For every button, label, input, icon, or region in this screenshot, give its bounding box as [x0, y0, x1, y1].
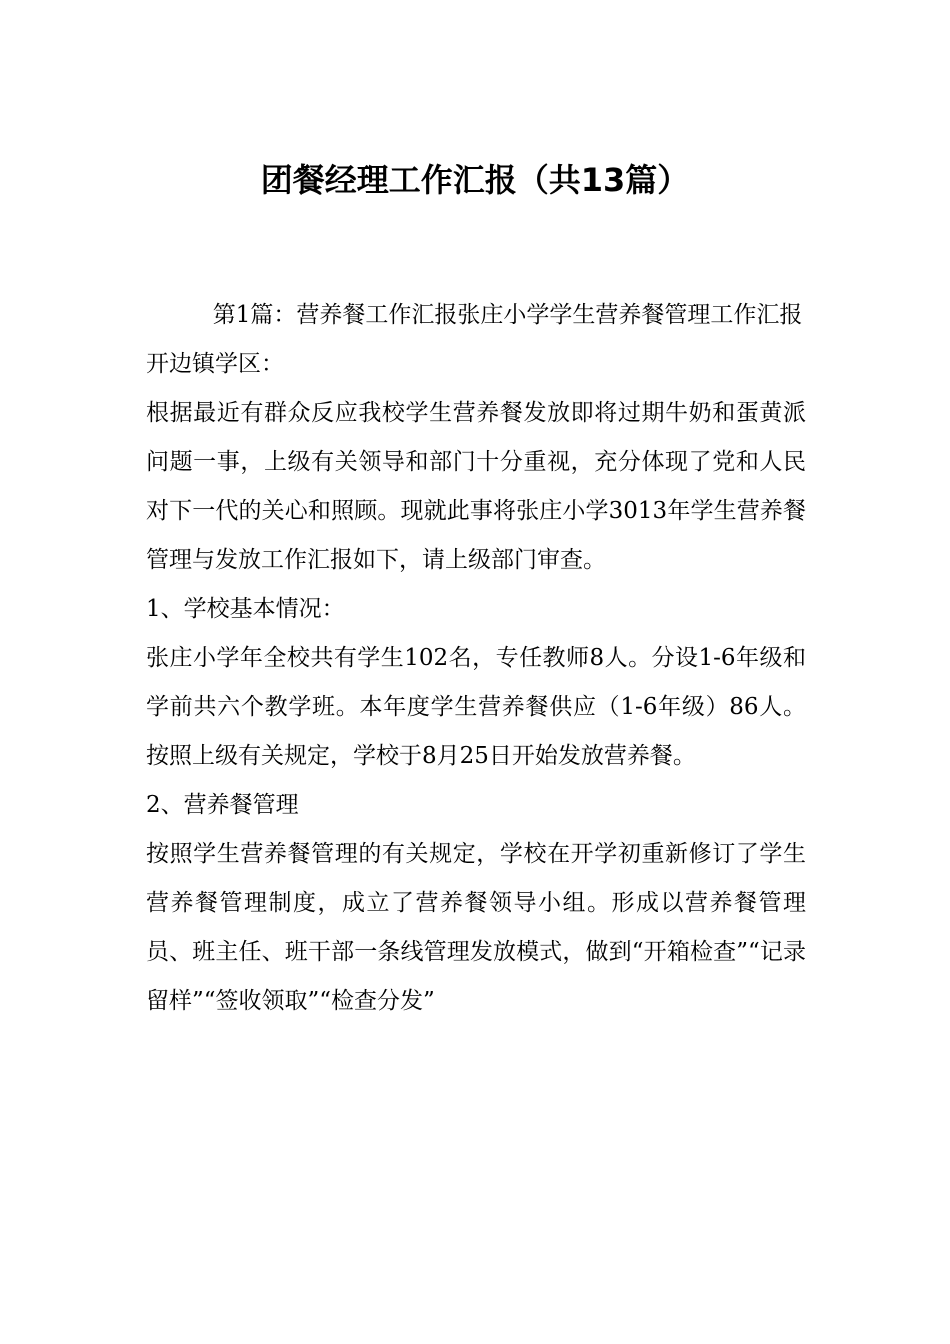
document-title: 团餐经理工作汇报（共13篇）: [260, 161, 690, 199]
paragraph-addressee: 开边镇学区：: [146, 351, 284, 377]
paragraph-school-basics: 张庄小学年全校共有学生102名，专任教师8人。分设1-6年级和学前共六个教学班。本年度学生营养餐供应（1-6年级）86人。按照上级有关规定，学校于8月25日开始发放营养餐。: [146, 645, 806, 769]
section-heading-meal-management: 2、营养餐管理: [146, 792, 299, 818]
section-heading-school-basics: 1、学校基本情况：: [146, 596, 345, 622]
paragraph-introduction: 根据最近有群众反应我校学生营养餐发放即将过期牛奶和蛋黄派问题一事，上级有关领导和部门十分重视，充分体现了党和人民对下一代的关心和照顾。现就此事将张庄小学3013年学生营养餐管理与发放工作汇报如下，请上级部门审查。: [146, 400, 806, 573]
paragraph-meal-management: 按照学生营养餐管理的有关规定，学校在开学初重新修订了学生营养餐管理制度，成立了营养餐领导小组。形成以营养餐管理员、班主任、班干部一条线管理发放模式，做到“开箱检查”“记录留样”“签收领取”“检查分发”: [146, 841, 806, 1014]
document-body: [146, 291, 806, 1026]
paragraph-article-heading: 第1篇：营养餐工作汇报张庄小学学生营养餐管理工作汇报: [212, 302, 803, 328]
